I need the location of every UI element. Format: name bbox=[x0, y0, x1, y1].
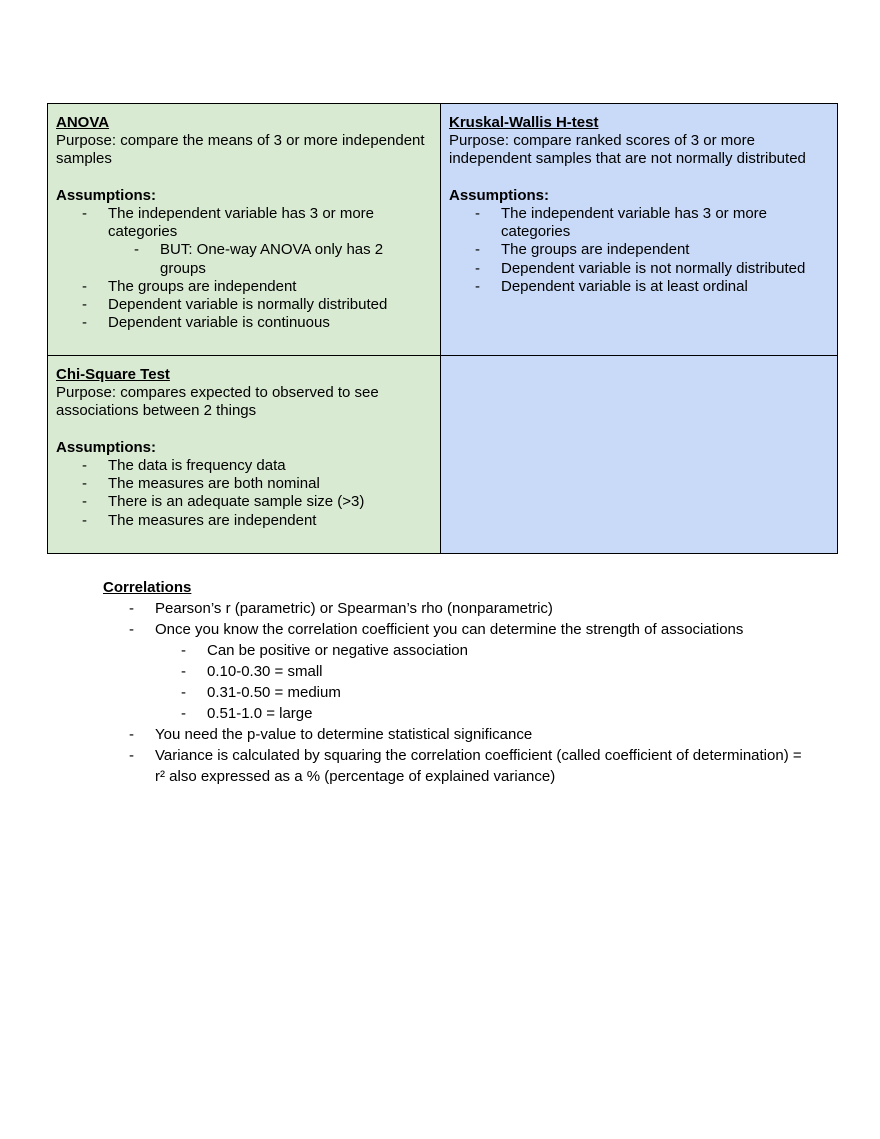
list-item: - Dependent variable is not normally distributed bbox=[501, 260, 829, 278]
list-item: - Dependent variable is at least ordinal bbox=[501, 278, 829, 296]
list-item: - BUT: One-way ANOVA only has 2 groups bbox=[160, 241, 432, 277]
list-item: - The measures are both nominal bbox=[108, 475, 432, 493]
kruskal-assumptions-heading: Assumptions: bbox=[449, 186, 550, 204]
anova-cell bbox=[48, 104, 441, 356]
statistics-tests-table bbox=[47, 103, 838, 554]
kruskal-purpose: Purpose: compare ranked scores of 3 or more independent samples that are not normally distributed bbox=[449, 132, 806, 168]
chisquare-purpose: Purpose: compares expected to observed to see associations between 2 things bbox=[56, 384, 379, 420]
list-item: - 0.10-0.30 = small bbox=[207, 661, 803, 682]
kruskal-title: Kruskal-Wallis H-test bbox=[449, 114, 599, 131]
list-item: - There is an adequate sample size (>3) bbox=[108, 493, 432, 511]
correlations-title: Correlations bbox=[103, 579, 192, 596]
chisquare-title: Chi-Square Test bbox=[56, 366, 170, 383]
list-item: - Once you know the correlation coefficient you can determine the strength of associations - Can be positive or negative association - 0.10-0.30 = small - 0.31-0.50 = medium - 0.51-1.0 = large bbox=[155, 619, 803, 724]
list-item: - Pearson’s r (parametric) or Spearman’s rho (nonparametric) bbox=[155, 598, 803, 619]
list-item: - 0.31-0.50 = medium bbox=[207, 682, 803, 703]
chisquare-assumptions-heading: Assumptions: bbox=[56, 438, 157, 456]
anova-assumptions-heading: Assumptions: bbox=[56, 186, 157, 204]
list-item: - Variance is calculated by squaring the correlation coefficient (called coefficient of determination) = r² also expressed as a % (percentage of explained variance) bbox=[155, 745, 803, 787]
list-item: - The independent variable has 3 or more categories bbox=[501, 205, 829, 241]
chisquare-assumptions-list bbox=[56, 457, 432, 530]
correlations-section bbox=[103, 577, 803, 787]
list-item: - The groups are independent bbox=[108, 278, 432, 296]
list-item: - You need the p-value to determine statistical significance bbox=[155, 724, 803, 745]
list-item: - Can be positive or negative association bbox=[207, 640, 803, 661]
anova-assumptions-list bbox=[56, 205, 432, 332]
anova-title: ANOVA bbox=[56, 114, 110, 131]
chisquare-cell bbox=[48, 356, 441, 553]
list-item: - 0.51-1.0 = large bbox=[207, 703, 803, 724]
list-item: - The data is frequency data bbox=[108, 457, 432, 475]
anova-purpose: Purpose: compare the means of 3 or more independent samples bbox=[56, 132, 425, 168]
list-item: - The independent variable has 3 or more categories - BUT: One-way ANOVA only has 2 groups bbox=[108, 205, 432, 278]
empty-cell bbox=[441, 356, 837, 553]
list-item: - Dependent variable is continuous bbox=[108, 314, 432, 332]
kruskal-assumptions-list bbox=[449, 205, 829, 296]
list-item: - Dependent variable is normally distributed bbox=[108, 296, 432, 314]
kruskal-cell bbox=[441, 104, 837, 356]
list-item: - The measures are independent bbox=[108, 512, 432, 530]
list-item: - The groups are independent bbox=[501, 241, 829, 259]
correlations-list bbox=[103, 598, 803, 787]
